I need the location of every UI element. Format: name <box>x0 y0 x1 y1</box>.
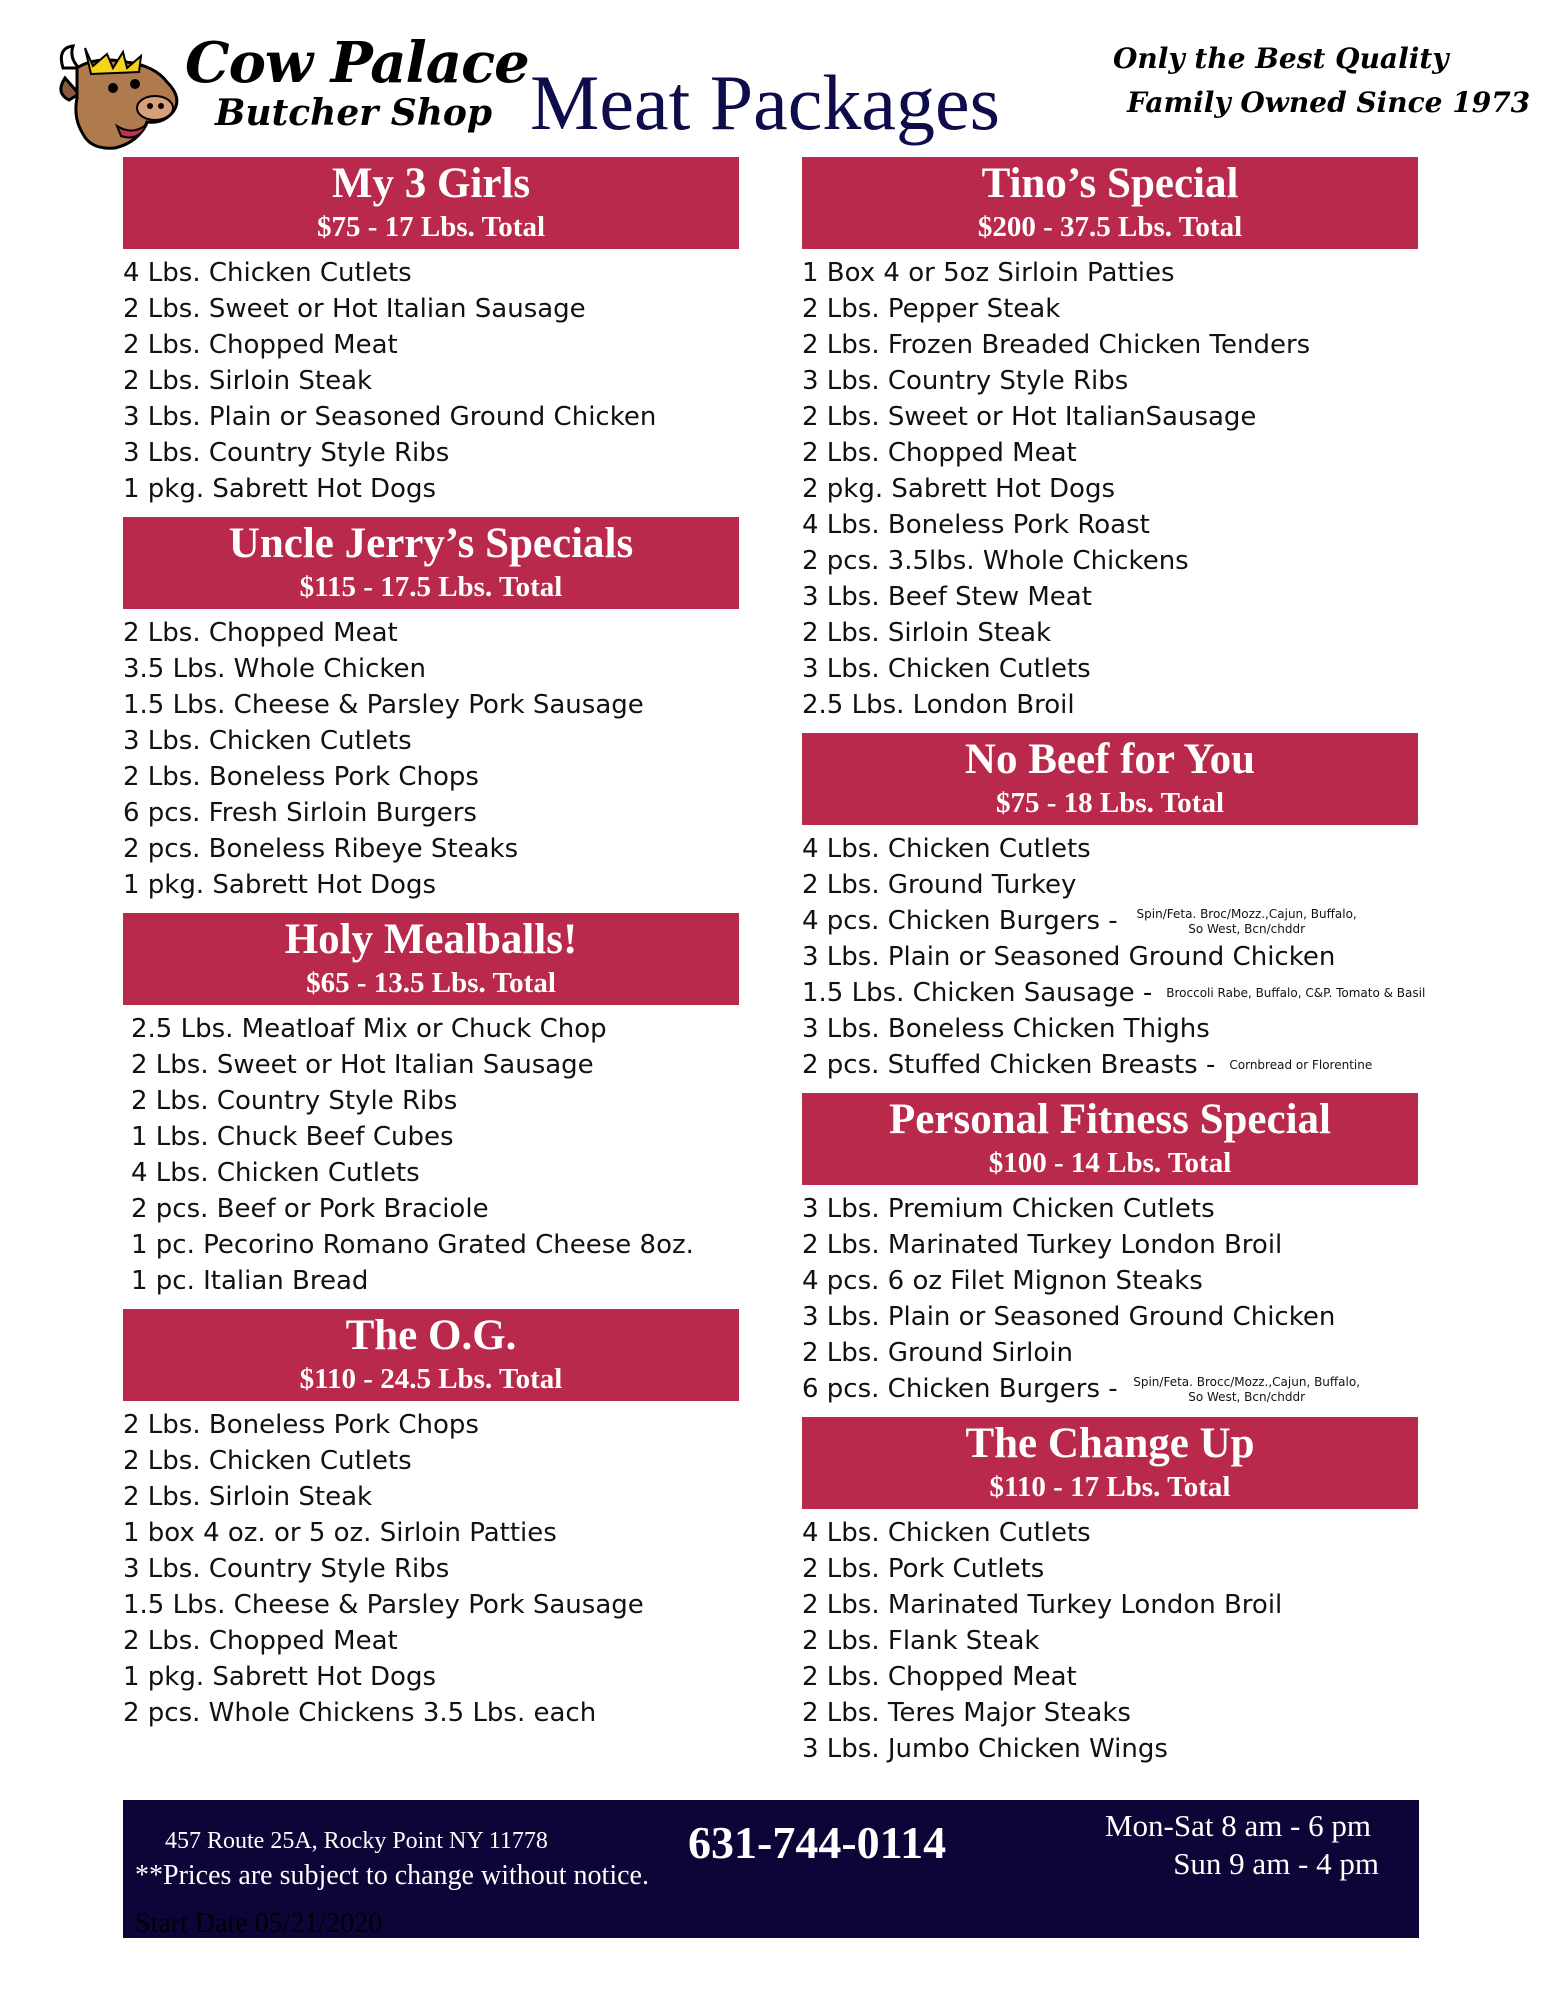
list-item: 2.5 Lbs. London Broil <box>802 690 1075 720</box>
package-header <box>123 1309 739 1401</box>
list-item: 2 Lbs. Flank Steak <box>802 1626 1040 1656</box>
package-price: $75 - 18 Lbs. Total <box>995 787 1225 819</box>
start-date: Start Date 05/21/2020 <box>135 1908 383 1939</box>
package-items <box>123 249 739 517</box>
list-item: 1 pkg. Sabrett Hot Dogs <box>123 1662 437 1692</box>
package-price: $200 - 37.5 Lbs. Total <box>977 211 1243 243</box>
list-item: 4 Lbs. Chicken Cutlets <box>131 1158 420 1188</box>
list-item: 3 Lbs. Country Style Ribs <box>123 1554 450 1584</box>
list-item: 1 pkg. Sabrett Hot Dogs <box>123 474 437 504</box>
footer-bar <box>123 1800 1419 1938</box>
list-item: 1 Box 4 or 5oz Sirloin Patties <box>802 258 1175 288</box>
list-item: 1 pkg. Sabrett Hot Dogs <box>123 870 437 900</box>
list-item: 2 Lbs. Sweet or Hot Italian Sausage <box>131 1050 594 1080</box>
package-header <box>123 913 739 1005</box>
list-item: 1.5 Lbs. Cheese & Parsley Pork Sausage <box>123 1590 644 1620</box>
list-item: 2 Lbs. Frozen Breaded Chicken Tenders <box>802 330 1311 360</box>
package-header <box>123 157 739 249</box>
list-item: 3 Lbs. Jumbo Chicken Wings <box>802 1734 1168 1764</box>
list-item: 2 pcs. Boneless Ribeye Steaks <box>123 834 519 864</box>
list-item: 2 Lbs. Boneless Pork Chops <box>123 1410 479 1440</box>
package-price: $65 - 13.5 Lbs. Total <box>306 967 556 999</box>
list-item: 3 Lbs. Beef Stew Meat <box>802 582 1092 612</box>
brand-subname: Butcher Shop <box>215 92 493 134</box>
phone-number: 631-744-0114 <box>688 1817 947 1868</box>
tagline-family: Family Owned Since 1973 <box>1127 86 1531 119</box>
list-item: 2 Lbs. Sirloin Steak <box>802 618 1052 648</box>
list-item: 4 Lbs. Boneless Pork Roast <box>802 510 1150 540</box>
price-disclaimer: **Prices are subject to change without notice. <box>135 1860 649 1891</box>
list-item: 2 Lbs. Sirloin Steak <box>123 366 373 396</box>
list-item: 2 pcs. Beef or Pork Braciole <box>131 1194 489 1224</box>
list-item: 4 Lbs. Chicken Cutlets <box>802 834 1091 864</box>
list-item: 4 Lbs. Chicken Cutlets <box>802 1518 1091 1548</box>
package-holy-mealballs <box>123 913 739 1309</box>
list-item: 2 Lbs. Chopped Meat <box>123 330 398 360</box>
package-name: My 3 Girls <box>331 160 531 207</box>
package-items <box>123 609 739 913</box>
list-item: 3 Lbs. Country Style Ribs <box>802 366 1129 396</box>
package-name: Holy Mealballs! <box>284 916 578 963</box>
package-items <box>802 825 1426 1093</box>
package-name: The Change Up <box>965 1420 1255 1467</box>
package-price: $100 - 14 Lbs. Total <box>988 1147 1232 1179</box>
package-name: Uncle Jerry’s Specials <box>228 520 634 567</box>
package-tinos-special <box>802 157 1418 733</box>
list-item: 2 Lbs. Ground Turkey <box>802 870 1077 900</box>
hours-sunday: Sun 9 am - 4 pm <box>1173 1846 1379 1881</box>
left-column <box>123 157 739 1741</box>
package-items <box>123 1401 739 1741</box>
package-header <box>802 1417 1418 1509</box>
list-item: 2 pcs. Whole Chickens 3.5 Lbs. each <box>123 1698 597 1728</box>
list-item <box>802 1371 1418 1407</box>
list-item: 2.5 Lbs. Meatloaf Mix or Chuck Chop <box>131 1014 607 1044</box>
package-name: Tino’s Special <box>981 160 1239 207</box>
flavor-note: Spin/Feta. Broc/Mozz.,Cajun, Buffalo, So West, Bcn/chddr <box>1136 906 1357 936</box>
list-item: 2 Lbs. Chopped Meat <box>802 438 1077 468</box>
list-item: 2 Lbs. Pepper Steak <box>802 294 1061 324</box>
package-items <box>802 249 1418 733</box>
page-title: Meat Packages <box>530 59 1000 146</box>
package-personal-fitness-special <box>802 1093 1418 1417</box>
list-item: 2 Lbs. Chopped Meat <box>123 1626 398 1656</box>
list-item: 3 Lbs. Chicken Cutlets <box>123 726 412 756</box>
item-text: 4 pcs. Chicken Burgers - <box>802 906 1118 936</box>
tagline-quality: Only the Best Quality <box>1113 42 1449 75</box>
item-text: 2 pcs. Stuffed Chicken Breasts - <box>802 1050 1216 1080</box>
list-item: 2 Lbs. Teres Major Steaks <box>802 1698 1131 1728</box>
package-the-change-up <box>802 1417 1418 1777</box>
package-header <box>802 733 1418 825</box>
list-item: 3 Lbs. Plain or Seasoned Ground Chicken <box>802 942 1336 972</box>
package-items <box>802 1509 1418 1777</box>
list-item: 2 Lbs. Chopped Meat <box>802 1662 1077 1692</box>
flavor-note: Spin/Feta. Brocc/Mozz.,Cajun, Buffalo, So West, Bcn/chddr <box>1133 1374 1361 1404</box>
package-items <box>123 1005 739 1309</box>
list-item: 2 Lbs. Sweet or Hot Italian Sausage <box>123 294 586 324</box>
list-item <box>802 975 1426 1011</box>
package-no-beef-for-you <box>802 733 1426 1093</box>
hours-weekday: Mon-Sat 8 am - 6 pm <box>1104 1808 1371 1843</box>
list-item: 2 pcs. 3.5lbs. Whole Chickens <box>802 546 1189 576</box>
list-item: 2 Lbs. Boneless Pork Chops <box>123 762 479 792</box>
list-item <box>802 1047 1418 1083</box>
cow-head-icon <box>55 38 185 156</box>
item-text: 1.5 Lbs. Chicken Sausage - <box>802 978 1153 1008</box>
brand-name: Cow Palace <box>185 30 529 96</box>
package-price: $115 - 17.5 Lbs. Total <box>299 571 563 603</box>
package-name: Personal Fitness Special <box>889 1096 1331 1143</box>
list-item: 2 Lbs. Ground Sirloin <box>802 1338 1074 1368</box>
list-item: 3 Lbs. Plain or Seasoned Ground Chicken <box>123 402 657 432</box>
package-header <box>802 157 1418 249</box>
list-item: 2 Lbs. Marinated Turkey London Broil <box>802 1230 1283 1260</box>
list-item: 3 Lbs. Plain or Seasoned Ground Chicken <box>802 1302 1336 1332</box>
list-item: 3 Lbs. Country Style Ribs <box>123 438 450 468</box>
list-item: 3 Lbs. Chicken Cutlets <box>802 654 1091 684</box>
package-uncle-jerrys-specials <box>123 517 739 913</box>
list-item: 1 pc. Pecorino Romano Grated Cheese 8oz. <box>131 1230 694 1260</box>
list-item: 2 Lbs. Country Style Ribs <box>131 1086 458 1116</box>
list-item: 2 pkg. Sabrett Hot Dogs <box>802 474 1116 504</box>
logo <box>55 30 529 155</box>
list-item: 2 Lbs. Pork Cutlets <box>802 1554 1045 1584</box>
store-address: 457 Route 25A, Rocky Point NY 11778 <box>165 1828 548 1854</box>
list-item: 2 Lbs. Chicken Cutlets <box>123 1446 412 1476</box>
list-item: 4 Lbs. Chicken Cutlets <box>123 258 412 288</box>
list-item: 2 Lbs. Chopped Meat <box>123 618 398 648</box>
flavor-note: Cornbread or Florentine <box>1229 1058 1373 1072</box>
list-item: 3.5 Lbs. Whole Chicken <box>123 654 427 684</box>
list-item <box>802 903 1418 939</box>
package-name: No Beef for You <box>964 736 1256 783</box>
package-items <box>802 1185 1418 1417</box>
flavor-note: Broccoli Rabe, Buffalo, C&P. Tomato & Basil <box>1166 986 1426 1000</box>
item-text: 6 pcs. Chicken Burgers - <box>802 1374 1118 1404</box>
right-column <box>802 157 1426 1777</box>
list-item: 4 pcs. 6 oz Filet Mignon Steaks <box>802 1266 1203 1296</box>
list-item: 3 Lbs. Premium Chicken Cutlets <box>802 1194 1215 1224</box>
list-item: 1 pc. Italian Bread <box>131 1266 369 1296</box>
package-header <box>123 517 739 609</box>
list-item: 2 Lbs. Sweet or Hot ItalianSausage <box>802 402 1257 432</box>
package-my-3-girls <box>123 157 739 517</box>
package-header <box>802 1093 1418 1185</box>
list-item: 3 Lbs. Boneless Chicken Thighs <box>802 1014 1210 1044</box>
package-name: The O.G. <box>345 1312 517 1359</box>
package-the-og <box>123 1309 739 1741</box>
list-item: 1 Lbs. Chuck Beef Cubes <box>131 1122 454 1152</box>
package-price: $110 - 17 Lbs. Total <box>989 1471 1231 1503</box>
list-item: 1.5 Lbs. Cheese & Parsley Pork Sausage <box>123 690 644 720</box>
package-price: $110 - 24.5 Lbs. Total <box>299 1363 563 1395</box>
list-item: 2 Lbs. Sirloin Steak <box>123 1482 373 1512</box>
package-price: $75 - 17 Lbs. Total <box>316 211 546 243</box>
list-item: 6 pcs. Fresh Sirloin Burgers <box>123 798 477 828</box>
list-item: 1 box 4 oz. or 5 oz. Sirloin Patties <box>123 1518 557 1548</box>
list-item: 2 Lbs. Marinated Turkey London Broil <box>802 1590 1283 1620</box>
